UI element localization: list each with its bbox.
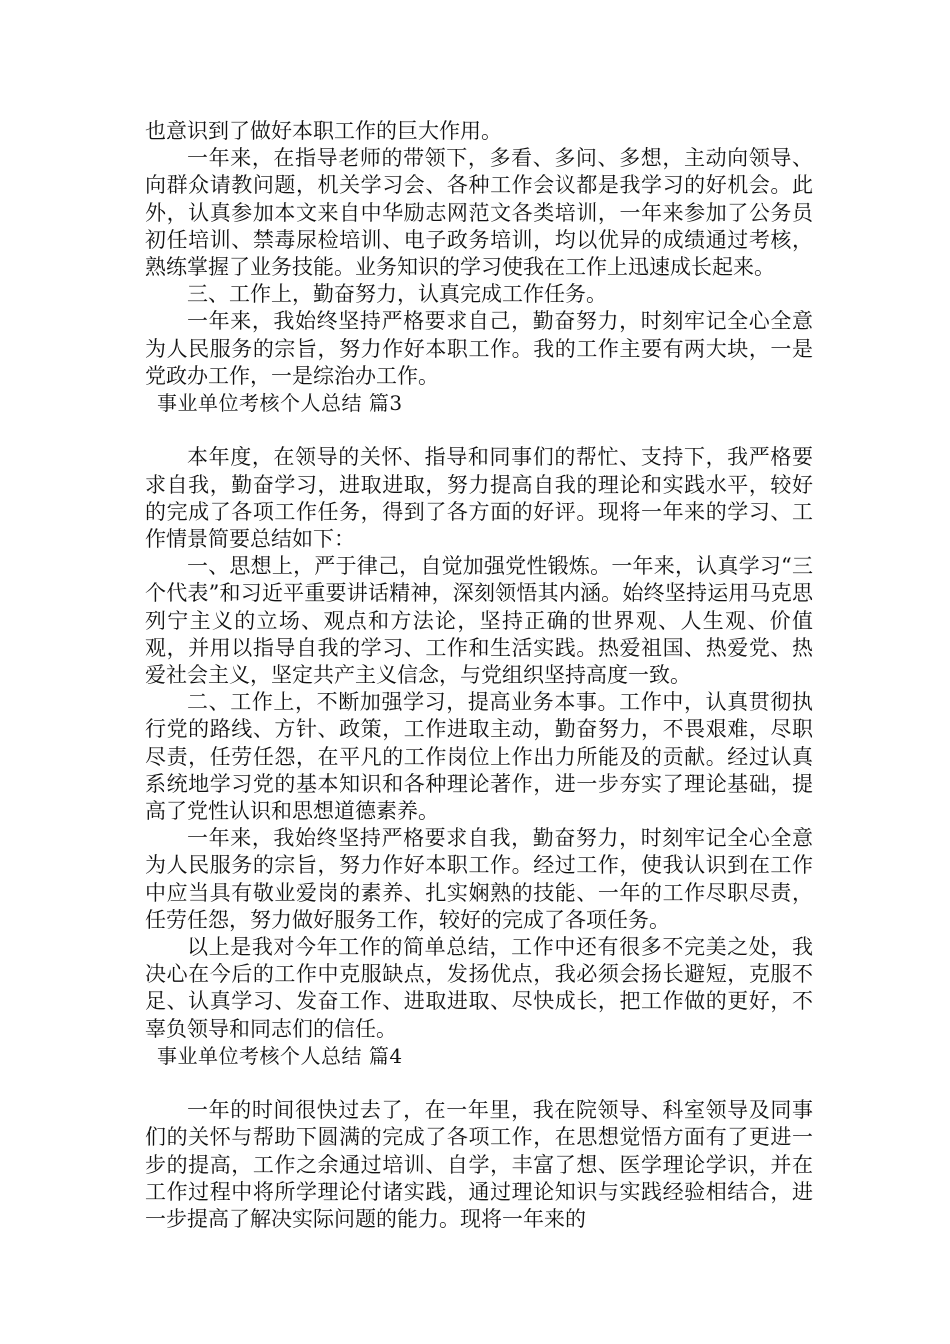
paragraph: 也意识到了做好本职工作的巨大作用。	[145, 119, 502, 143]
paragraph: 以上是我对今年工作的简单总结，工作中还有很多不完美之处，我决心在今后的工作中克服缺点，发扬优点，我必须会扬长避短，克服不足、认真学习、发奋工作、进取进取、尽快成长，把工作做的更好，不辜负领导和同志们的信任。	[145, 935, 813, 1041]
spacer	[145, 1070, 813, 1097]
paragraph: 一年来，在指导老师的带领下，多看、多问、多想，主动向领导、向群众请教问题，机关学习会、各种工作会议都是我学习的好机会。此外，认真参加本文来自中华励志网范文各类培训，一年来参加了公务员初任培训、禁毒尿检培训、电子政务培训，均以优异的成绩通过考核，熟练掌握了业务技能。业务知识的学习使我在工作上迅速成长起来。	[145, 146, 813, 280]
paragraph: 一、思想上，严于律己，自觉加强党性锻炼。一年来，认真学习“三个代表”和习近平重要讲话精神，深刻领悟其内涵。始终坚持运用马克思列宁主义的立场、观点和方法论，坚持正确的世界观、人生观、价值观，并用以指导自我的学习、工作和生活实践。热爱祖国、热爱党、热爱社会主义，坚定共产主义信念，与党组织坚持高度一致。	[145, 554, 813, 688]
paragraph: 一年来，我始终坚持严格要求自我，勤奋努力，时刻牢记全心全意为人民服务的宗旨，努力作好本职工作。经过工作，使我认识到在工作中应当具有敬业爱岗的素养、扎实娴熟的技能、一年的工作尽职尽责，任劳任怨，努力做好服务工作，较好的完成了各项任务。	[145, 826, 813, 932]
spacer	[145, 417, 813, 444]
paragraph: 本年度，在领导的关怀、指导和同事们的帮忙、支持下，我严格要求自我，勤奋学习，进取进取，努力提高自我的理论和实践水平，较好的完成了各项工作任务，得到了各方面的好评。现将一年来的学习、工作情景简要总结如下：	[145, 445, 813, 552]
document-page	[145, 118, 813, 1233]
paragraph: 一年的时间很快过去了，在一年里，我在院领导、科室领导及同事们的关怀与帮助下圆满的完成了各项工作，在思想觉悟方面有了更进一步的提高，工作之余通过培训、自学，丰富了想、医学理论学识，并在工作过程中将所学理论付诸实践，通过理论知识与实践经验相结合，进一步提高了解决实际问题的能力。现将一年来的	[145, 1098, 813, 1232]
paragraph: 二、工作上，不断加强学习，提高业务本事。工作中，认真贯彻执行党的路线、方针、政策，工作进取主动，勤奋努力，不畏艰难，尽职尽责，任劳任怨，在平凡的工作岗位上作出力所能及的贡献。经过认真系统地学习党的基本知识和各种理论著作，进一步夯实了理论基础，提高了党性认识和思想道德素养。	[145, 690, 813, 824]
paragraph: 一年来，我始终坚持严格要求自己，勤奋努力，时刻牢记全心全意为人民服务的宗旨，努力作好本职工作。我的工作主要有两大块，一是党政办工作，一是综治办工作。	[145, 309, 813, 388]
section-title-4: 事业单位考核个人总结 篇4	[157, 1043, 403, 1068]
section-title-3: 事业单位考核个人总结 篇3	[157, 391, 403, 416]
section-subheading: 三、工作上，勤奋努力，认真完成工作任务。	[187, 282, 607, 307]
